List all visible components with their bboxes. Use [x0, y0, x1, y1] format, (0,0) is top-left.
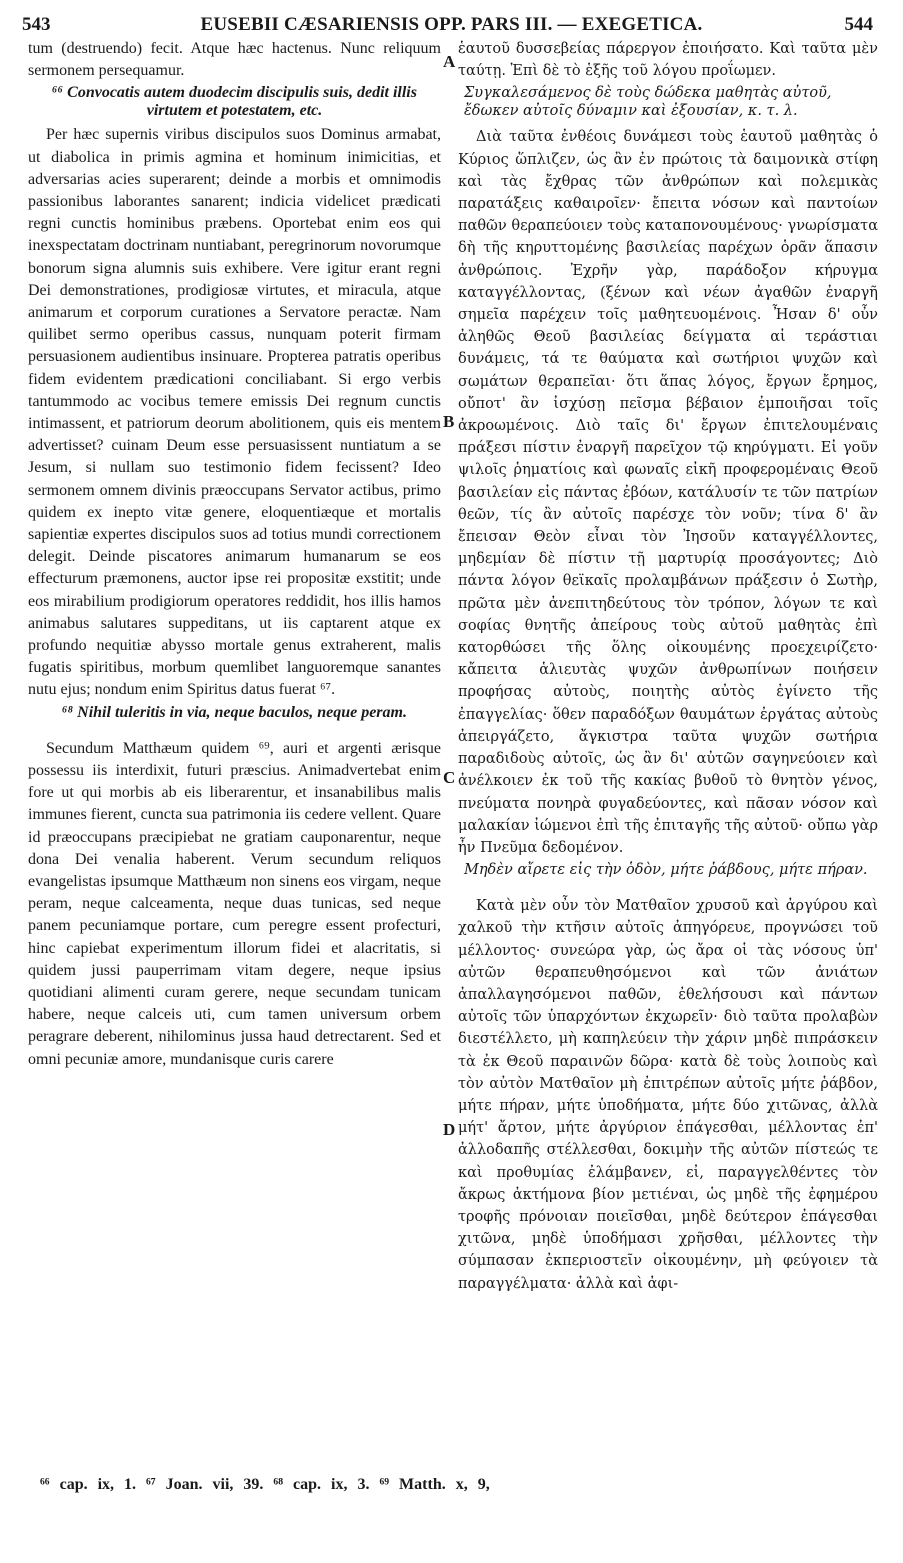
- greek-paragraph-1: ἑαυτοῦ δυσσεβείας πάρεργον ἐποιήσατο. Καὶ ταῦτα μὲν ταύτῃ. Ἐπὶ δὲ τὸ ἑξῆς τοῦ λόγου προΐωμεν.: [458, 41, 878, 80]
- latin-paragraph-3: Secundum Matthæum quidem ⁶⁹, auri et argenti ærisque possessu iis interdixit, futuri præscius. Animadvertebat enim fore ut qui morbis ab eis liberarentur, et insanabilibus malis immunes fierent, cuncta sua patrimonia iis cedere vellent. Quare id præoccupans præcipiebat ne gratiam cauponarentur, neque dona Dei venalia haberent. Verum secundum reliquos evangelistas ipsumque Matthæum non sinens eos virgam, neque peram, neque calceamenta, neque duas tunicas, sed neque panem pecuniamque portare, cum peregre essent profecturi, hinc capiebat experimentum illorum fidei et alacritatis, si quidem jussi pauperrimam vitam degere, neque ipsius quotidiani alimenti curam gerere, neque secundam tunicam habere, neque calceis uti, cum tamen universum orbem peragrare deberent, nihilominus jussa haud detrectarent. Sed et omni pecuniæ amore, mundanisque curis carere: [28, 739, 441, 1068]
- margin-letter-b: B: [443, 412, 455, 431]
- page-number-left: 543: [22, 14, 51, 35]
- greek-column: [458, 38, 878, 1295]
- greek-paragraph-3: Κατὰ μὲν οὖν τὸν Ματθαῖον χρυσοῦ καὶ ἀργύρου καὶ χαλκοῦ τὴν κτῆσιν αὐτοῖς ἀπηγόρευε, προγνώσει τοῦ μέλλοντος· συνεώρα γὰρ, ὡς ἄρα οἱ τὰς νόσους ὑπ' αὐτῶν θεραπευθησόμενοι καὶ τῶν ἀνιάτων ἀπαλλαγησόμενοι παθῶν, ἐθελήσουσι καὶ πάντων αὐτοῖς τῶν ὑπαρχόντων ἐκχωρεῖν· διὸ ταῦτα προλαβὼν διεστέλλετο, μὴ καπηλεύειν τὴν χάριν μηδὲ πιπράσκειν τὰ ἐκ Θεοῦ παραινῶν δῶρα· κατὰ δὲ τοὺς λοιποὺς καὶ τὸν αὐτὸν Ματθαῖον μὴ ἐπιτρέπων αὐτοῖς μήτε ῥάβδον, μήτε πήραν, μήτε ὑποδήματα, μήτε δύο χιτῶνας, ἀλλὰ μήτ' ἄρτον, μήτε ἀργύριον ἐπάγεσθαι, μέλλοντας ἐπ' ἀλλοδαπῆς στέλλεσθαι, δοκιμὴν τῆς αὐτῶν πίστεώς τε καὶ προθυμίας ἐλάμβανεν, εἰ, παραγγελθέντες τὸν ἄκρως ἀκτήμονα βίον μετιέναι, ὡς μηδὲ τῆς ἐφημέρου τροφῆς πρόνοιαν ποιεῖσθαι, μηδὲ δεύτερον ἐπάγεσθαι χιτῶνα, μηδὲ ὑποδήμασι χρῆσθαι, μέλλοντες τὴν σύμπασαν ἐκπεριοστεῖν οἰκουμένην, μὴ φεύγοιεν τὰ παραγγέλματα· ἀλλὰ καὶ ἀφι-: [458, 898, 878, 1292]
- page-number-right: 544: [844, 14, 873, 35]
- margin-letter-c: C: [443, 768, 456, 787]
- greek-lemma-2: Μηδὲν αἴρετε εἰς τὴν ὁδὸν, μήτε ῥάβδους, μήτε πήραν.: [464, 862, 868, 879]
- latin-column: [28, 38, 441, 1071]
- latin-lemma-1: ⁶⁶ Convocatis autem duodecim discipulis suis, dedit illis virtutem et potestatem, etc.: [52, 84, 417, 120]
- latin-lemma-2: ⁶⁸ Nihil tuleritis in via, neque baculos, neque peram.: [62, 703, 407, 721]
- latin-paragraph-2: Per hæc supernis viribus discipulos suos Dominus armabat, ut diabolica in primis agmina et hominum inimicitias, et adversarias acies superarent; deinde a morbis et omnimodis passionibus laborantes sanarent; indicia videlicet prædicati regni cunctis hominibus præbens. Oportebat enim eos qui inexspectatam doctrinam nuntiabant, peregrinorum novorumque bonorum signa alumnis suis exhibere. Vere igitur erant regni Dei demonstrationes, prodigiosæ virtutes, et miracula, atque animarum et corporum curationes a Servatore peractæ. Nam quilibet sermo operibus cassus, nunquam poterit firmam persuasionem audientibus insinuare. Propterea patratis operibus fidem evidentem prædicationi conciliabant. Si ergo verbis tantummodo ac vocibus temere emissis Dei regnum cunctis intimassent, et patriorum deorum abolitionem, quis eis mentem advertisset? cuinam Deum esse persuasissent nuntiatum a se Jesum, si nullam suo testimonio fidem fecissent? Ideo sermonem omnem divinis præoccupans Servator actibus, primo quidem ex inepto vitæ genere, eloquentiæque et mortalis sapientiæ expertes discipulos suos ad totius mundi correctionem delegit. Deinde piscatores animarum humanarum se eos effecturum præmonens, auctor ipse rei propositæ exstitit; unde eos mirabilium prodigiorum operatores reddidit, hos illis hamos animabus salutares suppeditans, ut iis captarent atque ex profundo nequitiæ abysso mortale genus extraherent, malis fugatis spiritibus, morbum quemlibet languoremque sanantes nutu ejus; nondum enim Spiritus datus fuerat ⁶⁷.: [28, 126, 441, 699]
- greek-paragraph-2: Διὰ ταῦτα ἐνθέοις δυνάμεσι τοὺς ἑαυτοῦ μαθητὰς ὁ Κύριος ὥπλιζεν, ὡς ἂν ἐν πρώτοις τὰ δαιμονικὰ στίφη καὶ τὰς ἔχθρας τῶν ἀνθρώπων καὶ πολεμικὰς παρατάξεις καθαιροῖεν· ἔπειτα νόσων καὶ παντοίων παθῶν θεραπεύοιεν τοὺς καταπονουμένους· γνωρίσματα δὴ τῆς κηρυττομένης βασιλείας παρέχων ὁρᾶν ἅπασιν ἀνθρώποις. Ἐχρῆν γὰρ, παράδοξον κήρυγμα καταγγέλλοντας, (ξένων καὶ νέων ἀγαθῶν ἐναργῆ σημεῖα παρέχειν τοῖς μαθητευομένοις. Ἦσαν δ' οὖν ἀληθῶς Θεοῦ βασιλείας δείγματα αἱ τεράστιαι δυνάμεις, τά τε θαύματα καὶ σωτήριοι ψυχῶν καὶ σωμάτων θεραπεῖαι· ὅτι ἅπας λόγος, ἔργων ἔρημος, οὔποτ' ἂν ἰσχύσῃ πεῖσμα βέβαιον ἐμποιῆσαι τοῖς ἀκροωμένοις. Διὸ ταῖς δι' ἔργων ἐπιτελουμέναις πράξεσι πίστιν ἐναργῆ παρεῖχον τῷ κηρύγματι. Εἰ γοῦν ψιλοῖς ῥηματίοις καὶ φωναῖς εἰκῆ προφερομέναις Θεοῦ βασιλείαν εἰς πάντας ἐβόων, κατάλυσίν τε τῶν πατρίων θεῶν, τίς ἂν αὐτοῖς παρέσχε τὸν νοῦν; τίνα δ' ἂν ἔπεισαν Θεὸν εἶναι τὸν Ἰησοῦν καταγγέλλοντες, μηδεμίαν δὲ πίστιν τῇ μαρτυρίᾳ προσάγοντες; Διὸ πάντα λόγον θεϊκαῖς προλαμβάνων πράξεσιν ὁ Σωτὴρ, πρῶτα μὲν ἀνεπιτηδεύτους τὸν τρόπον, λόγων τε καὶ σοφίας θνητῆς ἀπείρους τοὺς αὐτοῦ μαθητὰς ἐπὶ κατορθώσει τῆς ὅλης οἰκουμένης προεχειρίζετο· κἄπειτα ἁλιευτὰς ψυχῶν ἀνθρωπίνων ποιήσειν προφήσας αὐτοὺς, ποιητὴς αὐτὸς ἐγίνετο τῆς ἐπαγγελίας· ὅθεν παραδόξων θαυμάτων ἐργάτας αὐτοὺς ἀπειργάζετο, ἄγκιστρα ταῦτα ψυχῶν σωτήρια παραδιδοὺς αὐτοῖς, ὡς ἂν δι' αὐτῶν σαγηνεύοιεν καὶ ἀνέλκοιεν ἐκ τοῦ τῆς κακίας βυθοῦ τὸ θνητὸν γένος, πνεύματα πονηρὰ φυγαδεύοντες, καὶ πᾶσαν νόσον καὶ μαλακίαν ἰώμενοι ἐπὶ τῆς ἐπιταγῆς τῆς αὐτοῦ· οὔπω γὰρ ἦν Πνεῦμα δεδομένον.: [458, 129, 878, 856]
- footnotes: ⁶⁶ cap. ix, 1. ⁶⁷ Joan. vii, 39. ⁶⁸ cap. ix, 3. ⁶⁹ Matth. x, 9,: [40, 1476, 490, 1493]
- running-title: EUSEBII CÆSARIENSIS OPP. PARS III. — EXEGETICA.: [200, 14, 703, 35]
- margin-letter-d: D: [443, 1120, 456, 1139]
- greek-lemma-1: Συγκαλεσάμενος δὲ τοὺς δώδεκα μαθητὰς αὐτοῦ, ἔδωκεν αὐτοῖς δύναμιν καὶ ἐξουσίαν, κ. τ. λ.: [464, 85, 832, 120]
- latin-paragraph-1: tum (destruendo) fecit. Atque hæc hactenus. Nunc reliquum sermonem persequamur.: [28, 40, 441, 80]
- margin-letter-a: A: [443, 52, 456, 71]
